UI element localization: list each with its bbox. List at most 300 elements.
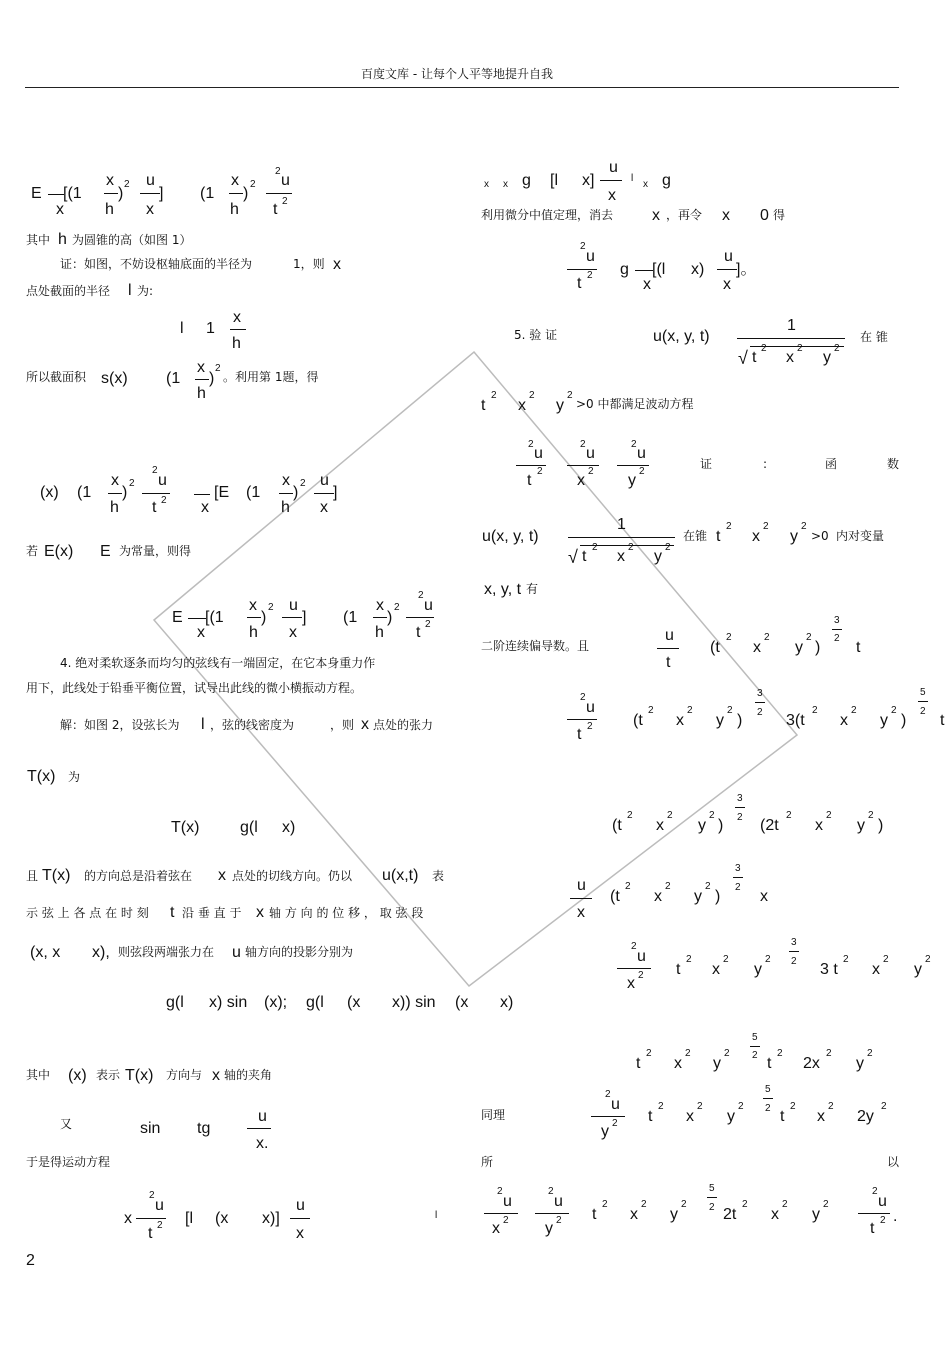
r11-x-sup: 2 [667,810,673,821]
page-header: 百度文库 - 让每个人平等地提升自我 [361,67,553,81]
eq2-bar [230,329,246,330]
r9-y-sup: 2 [806,632,812,643]
r15-t: t [648,1108,653,1125]
r10-y2: y [880,712,888,729]
r7-u: u(x, y, t) [482,528,539,545]
r6-y: y [628,472,636,489]
r3-bar3 [717,269,737,270]
r4-t-sup: 2 [761,343,767,354]
r5-x-sup: 2 [529,390,535,401]
eq4-h2: h [375,624,384,641]
r17-bar3 [707,1197,717,1198]
text-p13b: 表示 [96,1068,121,1082]
r11-x: x [656,817,664,834]
text-p6: 4. 绝对柔软逐条而均匀的弦线有一端固定，在它本身重力作 [60,656,376,670]
eq1-rhs-x: x [231,172,239,189]
text-p7: 用下，此线处于铅垂平衡位置，试导出此线的微小横振动方程。 [26,681,363,695]
eq1-bar3 [140,193,160,194]
r7-t-sup: 2 [592,542,598,553]
r14-num: 5 [752,1032,758,1043]
eq3-h: h [110,499,119,516]
r3-t-sup: 2 [587,270,593,281]
r17-d2c: 2 [872,1186,878,1197]
r15-c-sup: 2 [881,1101,887,1112]
r10-num: 3 [757,688,763,699]
eq1-bracket: [(1 [63,185,82,202]
r17-x3: x [771,1206,779,1223]
eq1-d2: 2 [275,166,281,177]
r9-t: t [666,654,671,671]
text-p10-x: x [218,867,226,884]
eq7-t-sup: 2 [157,1220,163,1231]
r12-bar1 [570,898,592,899]
r9-t2: t [856,639,861,656]
r17-y-sup: 2 [556,1215,562,1226]
r10-c: 3(t [786,712,805,729]
r11-x2-sup: 2 [826,810,832,821]
r12-num: 3 [735,863,741,874]
eq1-rhs-sup: 2 [250,179,256,190]
eq6-alpha: (x); [264,994,288,1011]
r10-x-sup: 2 [687,705,693,716]
r7-y2-sup: 2 [801,521,807,532]
text-p13-xx: x [212,1067,220,1084]
r4-sqrt-sign: √ [738,348,748,368]
r14-bar [750,1046,760,1047]
text-p5b: 为常量，则得 [119,544,192,558]
r17-u: u [503,1193,512,1210]
r12-x: x [577,904,585,921]
eq3-x3: x [320,499,328,516]
eq3-bar2 [142,493,170,494]
r10-den2: 2 [920,706,926,717]
r10-t2: t [940,712,945,729]
r6-d2b: 2 [580,439,586,450]
eq3-x: x [111,472,119,489]
r10-e: ) [901,712,907,729]
eq3-x2: x [282,472,290,489]
text-p4: 所以截面积 [26,370,87,384]
r7-sqrt-sign: √ [568,547,578,567]
r1-g2: g [662,172,671,189]
r9-num: 3 [834,615,840,626]
r17-t-sup: 2 [602,1199,608,1210]
r1-lsub: l [631,173,634,184]
r11-y2: y [857,817,865,834]
r4-bar [737,338,845,339]
eq4-sup: 2 [268,602,274,613]
r3-bracket: [(l [652,261,666,278]
eq1-bar2 [104,193,118,194]
eq1-rhs-paren: (1 [200,185,215,202]
r14-t2: t [767,1055,772,1072]
r15-y2-sup: 2 [738,1101,744,1112]
eq3-u: u [158,472,167,489]
eq4-x: x [249,597,257,614]
eq6-sin: x) sin [209,994,248,1011]
r10-b: ) [737,712,743,729]
eq7-u2: u [296,1197,305,1214]
r10-bar2 [755,702,765,703]
text-p8c: ，则 [330,718,355,732]
eq6-sin2: x)) sin [392,994,436,1011]
r17-x2: x [630,1206,638,1223]
r2-x: x [652,207,660,224]
text-p11: 示 弦 上 各 点 在 时 刻 [26,906,149,920]
eq2-l: l [180,320,184,337]
eq1-sup: 2 [124,179,130,190]
text-p5: 若 [26,544,39,558]
r13-x2-sup: 2 [723,954,729,965]
r13-num: 3 [791,937,797,948]
r14-y-sup: 2 [724,1048,730,1059]
r12-x3: x [760,888,768,905]
r14-den: 2 [752,1050,758,1061]
eq1-u: u [146,172,155,189]
r6-t-sup: 2 [537,466,543,477]
r13-den: 2 [791,956,797,967]
text-p11b: 沿 垂 直 于 [182,906,242,920]
r17-y: y [545,1220,553,1237]
text-p12a: (x, x [30,944,61,961]
eq4-end: ] [302,609,307,626]
text-p3-l: l [128,282,132,299]
text-p9: T(x) [27,768,56,785]
r17-d2b: 2 [548,1186,554,1197]
r6-t: t [527,472,532,489]
eq4-E: E [172,609,183,626]
r15-t2: t [780,1108,785,1125]
r17-c: 2t [723,1206,737,1223]
r16-a: 所 [481,1155,494,1169]
r15-c: 2y [857,1108,874,1125]
eq5-g: g(l [240,819,258,836]
r14-t2-sup: 2 [777,1048,783,1059]
r10-a: (t [633,712,643,729]
r4-b: 在 锥 [860,330,888,344]
r13-x2: x [712,961,720,978]
eq1-h: h [105,201,114,218]
eq3-sup: 2 [129,478,135,489]
r3-x: x) [691,261,705,278]
r6-x: x [577,472,585,489]
eq1-bar4 [229,193,243,194]
r13-c: 3 t [820,961,838,978]
r1-g: g [522,172,531,189]
r9-text: 二阶连续偏导数。且 [481,639,590,653]
eq3-t: t [152,499,157,516]
eq1-x-num: x [106,172,114,189]
eq2-x: x [233,309,241,326]
eq7-x3: x [296,1225,304,1242]
r11-den: 2 [737,812,743,823]
eq1-close: ] [159,185,164,202]
r17-period: . [893,1208,898,1225]
r4-u: u(x, y, t) [653,328,710,345]
r13-u: u [637,948,646,965]
r17-u2: u [554,1193,563,1210]
r1-xd: x [608,187,616,204]
r5-y: y [556,397,564,414]
text-p1: 其中 [26,233,51,247]
r2-b: ，再令 [666,208,703,222]
r13-d2: 2 [631,941,637,952]
text-p2x: x [333,256,341,273]
eq3-bar5 [314,493,334,494]
text-p14-bar [247,1128,271,1129]
eq3-h2: h [281,499,290,516]
eq4-bar4 [373,617,387,618]
r10-x2-sup: 2 [851,705,857,716]
r7-b: 在锥 [683,529,708,543]
eq7-close: x)] [262,1210,280,1227]
eq1-u2: u [281,172,290,189]
r6-b: : [763,457,768,471]
r12-u: u [577,877,586,894]
r17-y3-sup: 2 [823,1199,829,1210]
r6-x-sup: 2 [588,466,594,477]
r12-y-sup: 2 [705,881,711,892]
r9-b: ) [815,639,821,656]
r4-y-sup: 2 [834,343,840,354]
r6-d2c: 2 [631,439,637,450]
r15-y: y [601,1123,609,1140]
eq3-u2: u [320,472,329,489]
r17-bar4 [858,1213,890,1214]
r2-x2: x [722,207,730,224]
r3-u: u [586,248,595,265]
text-p13-T: T(x) [125,1067,154,1084]
text-p5-Ex: E(x) [44,543,74,560]
text-p13c: 方向与 [166,1068,203,1082]
text-p10: 且 [26,869,39,883]
text-p11c: 轴 方 向 的 位 移 ， 取 弦 段 [269,906,424,920]
text-p10b: 的方向总是沿着弦在 [84,869,193,883]
eq6-g: g(l [166,994,184,1011]
text-p8b: ，弦的线密度为 [210,718,295,732]
r1-bar [600,180,622,181]
r9-t-sup: 2 [726,632,732,643]
text-p12-u: u [232,944,241,961]
r3-end: ]。 [736,261,757,278]
r17-x: x [492,1220,500,1237]
text-p11-x: x [256,904,264,921]
r13-x-sup: 2 [638,970,644,981]
r7-d: 内对变量 [836,529,885,543]
r12-y: y [694,888,702,905]
r9-den: 2 [834,633,840,644]
r10-den: 2 [757,707,763,718]
eq4-h: h [249,624,258,641]
text-p15: 于是得运动方程 [26,1155,111,1169]
r3-x2: x [643,276,651,293]
text-p8-l: l [201,716,205,733]
r7-t2-sup: 2 [726,521,732,532]
eq1-rhs-close: ) [243,185,249,202]
r10-x2: x [840,712,848,729]
r10-bar3 [918,701,928,702]
eq4-bar1 [188,618,206,619]
r13-y2: y [914,961,922,978]
r10-x: x [676,712,684,729]
r17-t2-sup: 2 [880,1215,886,1226]
eq4-u: u [289,597,298,614]
eq3-rho: (x) [40,484,59,501]
r6-u3: u [637,445,646,462]
eq3-paren: (1 [77,484,92,501]
r17-bar2 [535,1213,569,1214]
eq3-sup2: 2 [300,478,306,489]
text-p4-bar [195,379,209,380]
text-p1b: 为圆锥的高（如图 1） [72,233,192,247]
eq4-paren2: (1 [343,609,358,626]
r15-u: u [611,1096,620,1113]
r17-t: t [592,1206,597,1223]
eq6-x2: (x [455,994,469,1011]
text-p14-tg: tg [197,1120,211,1137]
r6-d: 数 [887,457,900,471]
r3-t: t [577,275,582,292]
r10-t2-sup: 2 [812,705,818,716]
r17-c-sup: 2 [742,1199,748,1210]
r16-b: 以 [887,1155,900,1169]
r2-d: 得 [773,208,786,222]
r6-c: 函 [825,457,838,471]
text-p14: 又 [60,1117,73,1131]
text-p3: 点处截面的半径 [26,284,111,298]
text-p3b: 为: [137,284,154,298]
eq6-g2: g(l [306,994,324,1011]
eq4-x2: x [289,624,297,641]
r10-y-sup: 2 [727,705,733,716]
r7-t: t [582,548,587,565]
eq7-x2: (x [215,1210,229,1227]
r10-d2: 2 [580,692,586,703]
r7-x: x [617,548,625,565]
r5-y-sup: 2 [567,390,573,401]
text-p12d: 轴方向的投影分别为 [245,945,354,959]
r7-x2-sup: 2 [763,521,769,532]
text-p4-h: h [197,385,206,402]
text-p2b: 1，则 [293,257,325,271]
r6-bar2 [567,465,599,466]
r5-t: t [481,397,486,414]
r7-y: y [654,548,662,565]
eq1-bar5 [266,193,292,194]
eq1-t-sup: 2 [282,196,288,207]
r17-num: 5 [709,1183,715,1194]
eq3-close: ) [122,484,128,501]
r12-a: (t [610,888,620,905]
text-p8d: 点处的张力 [373,718,434,732]
r3-xd: x [723,276,731,293]
r7-y2: y [790,528,798,545]
r15-t2-sup: 2 [790,1101,796,1112]
r13-t2-sup: 2 [843,954,849,965]
eq3-d2: 2 [152,465,158,476]
r7-y-sup: 2 [665,542,671,553]
page-number: 2 [26,1252,35,1269]
text-p10-u: u(x,t) [382,867,419,884]
text-p4b: 。利用第 1题，得 [223,370,319,384]
r17-y2: y [670,1206,678,1223]
r17-d2a: 2 [497,1186,503,1197]
r12-b: ) [715,888,721,905]
eq1-paren: ) [118,185,124,202]
r7-x-sup: 2 [628,542,634,553]
text-p10c: 点处的切线方向。仍以 [232,869,353,883]
r17-x3-sup: 2 [782,1199,788,1210]
eq3-bar1 [108,493,122,494]
r7-one: 1 [617,516,626,533]
eq1-bar1 [48,194,64,195]
text-p9b: 为 [68,770,81,784]
text-p4-sup: 2 [215,363,221,374]
r10-t: t [577,726,582,743]
r5-b: >0 中都满足波动方程 [576,397,694,411]
r5-t-sup: 2 [491,390,497,401]
r11-a: (t [612,817,622,834]
r11-num: 3 [737,793,743,804]
eq5-T: T(x) [171,819,200,836]
r13-y2-sup: 2 [925,954,931,965]
eq6-x: (x [347,994,361,1011]
r9-bar1 [657,648,679,649]
r6-y-sup: 2 [639,466,645,477]
eq7-t: t [148,1225,153,1242]
eq2-h: h [232,335,241,352]
r13-bar1 [617,968,651,969]
r14-y: y [713,1055,721,1072]
eq4-t-sup: 2 [425,619,431,630]
r17-x-sup: 2 [503,1215,509,1226]
eq1-x2: x [146,201,154,218]
r12-x2: x [654,888,662,905]
r17-y3: y [812,1206,820,1223]
r2-0: 0 [760,207,769,224]
r15-y-sup: 2 [612,1118,618,1129]
eq7-u: u [155,1197,164,1214]
r15-d2: 2 [605,1089,611,1100]
r13-x: x [627,975,635,992]
r8-b: 有 [526,582,539,596]
eq5-x: x) [282,819,296,836]
eq7-bar1 [136,1218,166,1219]
text-p5-E: E [100,543,111,560]
r10-t-sup: 2 [587,721,593,732]
eq3-x4: x [201,499,209,516]
r4-t: t [752,349,757,366]
eq4-close: ) [261,609,267,626]
r15-text: 同理 [481,1108,506,1122]
eq7-l: l [435,1210,438,1221]
r15-bar2 [763,1098,773,1099]
r1-l: [l [550,172,558,189]
text-p4-close: ) [209,370,215,387]
eq1-rhs-h: h [230,201,239,218]
r7-x2: x [752,528,760,545]
r9-u: u [665,627,674,644]
text-p13d: 轴的夹角 [224,1068,273,1082]
r17-bar1 [484,1213,518,1214]
eq4-sup2: 2 [394,602,400,613]
text-p1-h: h [58,231,67,248]
r5-x: x [518,397,526,414]
text-p11-t: t [170,904,175,921]
eq3-E: [E [214,484,230,501]
r15-t-sup: 2 [658,1101,664,1112]
text-p14-sin: sin [140,1120,161,1137]
